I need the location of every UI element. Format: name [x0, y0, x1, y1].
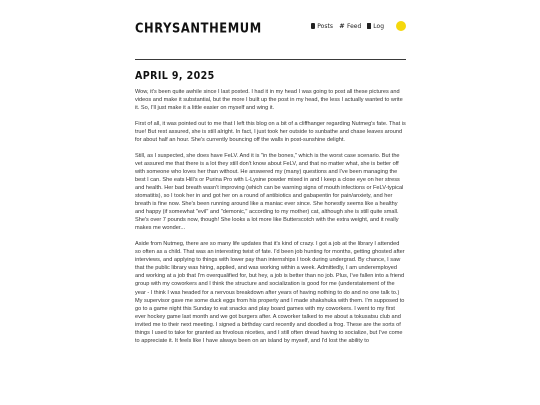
log-icon [367, 23, 371, 29]
post-body [135, 88, 406, 353]
nav-item-log[interactable] [367, 23, 384, 30]
nav-item-posts[interactable] [311, 23, 333, 30]
post-date: APRIL 9, 2025 [135, 70, 215, 83]
nav-item-log-label: Log [373, 22, 384, 30]
post-paragraph: Aside from Nutmeg, there are so many life updates that it's kind of crazy. I got a job at the library I attended so often as a child. That was an interesting twist of fate. I'd been job hunting for months, getting ghosted after interviews, and applying to things with lower pay than internships I took during undergrad. By chance, I saw that the public library was hiring, applied, and was working within a week. Admittedly, I am underemployed and working at a job that I'm overqualified for, but hey, a job is better than no job. Plus, I've fallen into a friend group with my coworkers and I think the structure and socialization is good for me (understatement of the year - I think I was headed for a nervous breakdown after years of having nothing to do and no one talk to.) My supervisor gave me some duck eggs from his property and I made shakshuka with them. I'm supposed to go to a game night this Sunday to eat snacks and play board games with my coworkers. I went to my first ever hockey game last month and we got burgers after. A coworker talked to me about a tokusatsu club and invited me to their next meeting. I signed a birthday card recently and doodled a frog. These are the sorts of things I used to take for granted as frivolous niceties, and I still often dread having to socialize, but I've come to appreciate it. It feels like I have always been on an island by myself, and I'd lost the ability to [135, 241, 405, 345]
hash-icon: # [339, 21, 345, 30]
post-paragraph: Wow, it's been quite awhile since I last posted. I had it in my head I was going to post all these pictures and videos and make it substantial, but the more I built up the post in my head, the less I actually wanted to write it. So, I'll just make it a little easier on myself and wing it. [135, 89, 403, 112]
posts-icon [311, 23, 315, 29]
theme-toggle-button[interactable] [396, 21, 406, 31]
site-title[interactable]: CHRYSANTHEMUM [135, 20, 262, 36]
nav-item-posts-label: Posts [317, 22, 333, 30]
page-wrapper [135, 0, 406, 345]
nav-item-feed[interactable] [339, 23, 361, 30]
nav-item-feed-label: Feed [346, 22, 362, 30]
header-divider [135, 59, 406, 60]
post-paragraph: Still, as I suspected, she does have FeLV. And it is "in the bones," which is the worst case scenario. But the vet assured me that there is a lot they still don't know about FeLV, and that no matter what, she is better off with someone who loves her than without. He answered my (many) questions and I've been managing the best I can. She eats Hill's or Purina Pro with L-Lysine powder mixed in and I keep a close eye on her stress and health. Her bad breath wasn't improving (which can be warning signs of mouth infections or FeLV-typical stomatitis), so I took her in and got her on a round of antibiotics and gabapentin for pain/anxiety, and her breath is fine now. She's been running around like a maniac ever since. She honestly seems like a healthy and happy (if somewhat "evil" and "demonic," according to my mother) cat, although she is still quite small. She's over 7 pounds now, though! She looks a lot more like Butterscotch with the extra weight, and it really makes me wonder... [135, 152, 404, 232]
site-header [135, 0, 406, 60]
main-nav [305, 21, 406, 31]
post-paragraph: First of all, it was pointed out to me that I left this blog on a bit of a cliffhanger regarding Nutmeg's fate. That is true! But rest assured, she is still alright. In fact, I just took her outside to sunbathe and chase leaves around for about half an hour. She's currently bouncing off the walls in post-sunshine delight. [135, 120, 406, 143]
